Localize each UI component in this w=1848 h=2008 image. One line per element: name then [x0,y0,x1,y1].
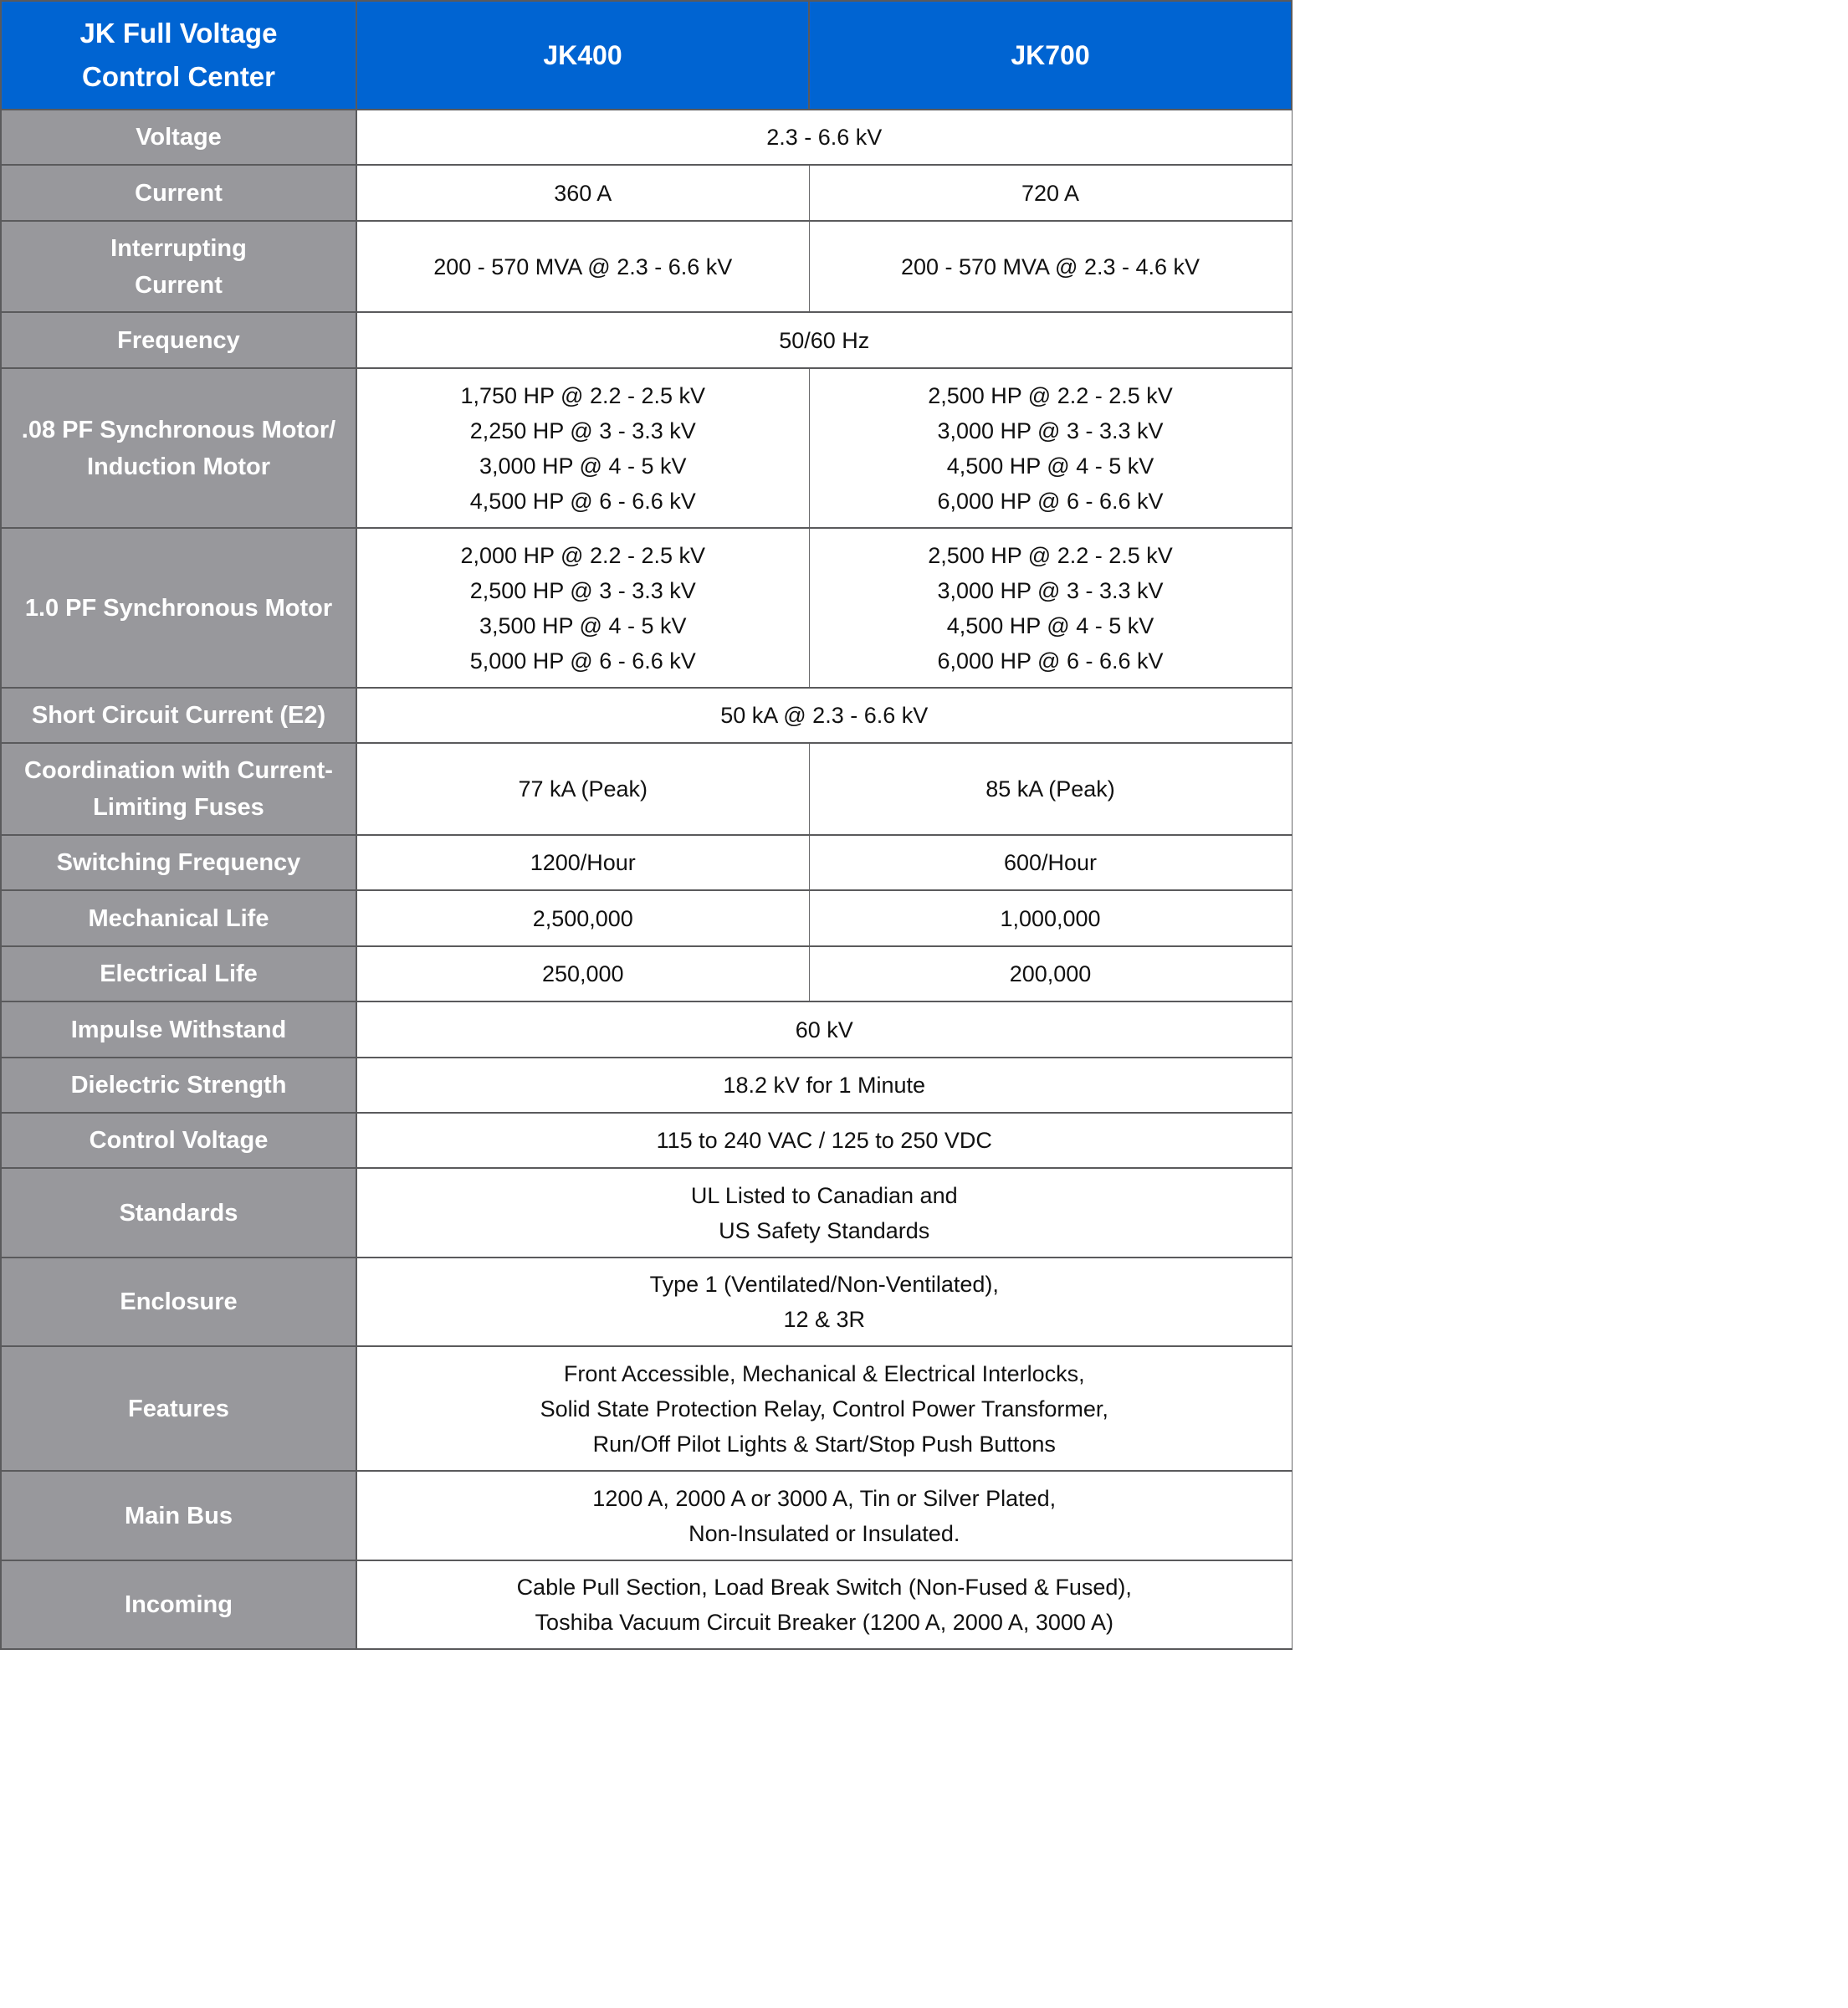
shared-value-cell [356,1001,1292,1058]
cell-value-line: 77 kA (Peak) [518,776,648,802]
table-row [1,743,1292,835]
row-label-line: Incoming [125,1591,233,1618]
jk700-value-cell [809,946,1292,1001]
cell-value-line: 2,500,000 [532,905,633,931]
table-row [1,1471,1292,1560]
row-label-line: Voltage [136,124,222,151]
cell-value-line: 18.2 kV for 1 Minute [723,1073,926,1098]
cell-value-line: 60 kV [795,1017,853,1042]
row-label-line: Current [135,271,223,299]
header-jk400: JK400 [356,1,809,110]
cell-value-line: Run/Off Pilot Lights & Start/Stop Push Buttons [592,1431,1056,1457]
table-row [1,835,1292,890]
shared-value-cell [356,1113,1292,1168]
table-row [1,1113,1292,1168]
spec-table-body [1,110,1292,1649]
row-label-line: Coordination with Current- [24,757,333,784]
cell-value-line: Non-Insulated or Insulated. [689,1520,960,1546]
cell-value-line: 720 A [1021,180,1080,206]
cell-value-line: Solid State Protection Relay, Control Power Transformer, [540,1396,1108,1421]
row-label-line: Dielectric Strength [70,1072,287,1099]
cell-value-line: Type 1 (Ventilated/Non-Ventilated), [649,1272,999,1297]
cell-value-line: 6,000 HP @ 6 - 6.6 kV [937,648,1164,674]
row-label [1,368,356,528]
jk700-value-cell [809,528,1292,688]
row-label-line: Induction Motor [86,453,271,480]
header-corner [1,1,356,110]
shared-value-cell [356,1471,1292,1560]
table-row [1,1560,1292,1649]
cell-value-line: 12 & 3R [783,1307,866,1332]
row-label-line: Short Circuit Current (E2) [31,702,326,729]
cell-value-line: 200 - 570 MVA @ 2.3 - 6.6 kV [433,254,733,279]
row-label [1,1058,356,1113]
cell-value-line: 50 kA @ 2.3 - 6.6 kV [720,703,929,728]
row-label-line: Main Bus [125,1502,233,1529]
cell-value-line: 50/60 Hz [779,327,870,353]
table-row [1,368,1292,528]
row-label-line: .08 PF Synchronous Motor/ [21,416,336,443]
row-label-line: Standards [119,1199,238,1227]
cell-value-line: 2,500 HP @ 3 - 3.3 kV [469,577,696,603]
table-row [1,1058,1292,1113]
cell-value-line: 200 - 570 MVA @ 2.3 - 4.6 kV [900,254,1200,279]
table-row [1,312,1292,368]
cell-value-line: Front Accessible, Mechanical & Electrical Interlocks, [563,1360,1085,1386]
cell-value-line: 4,500 HP @ 6 - 6.6 kV [469,488,696,514]
row-label-line: Mechanical Life [88,904,269,932]
table-row [1,528,1292,688]
row-label [1,835,356,890]
table-row [1,890,1292,946]
row-label [1,221,356,312]
row-label [1,743,356,835]
jk700-value-cell [809,368,1292,528]
cell-value-line: 3,000 HP @ 3 - 3.3 kV [937,577,1164,603]
row-label [1,1258,356,1346]
table-row [1,221,1292,312]
shared-value-cell [356,1346,1292,1471]
cell-value-line: 2,500 HP @ 2.2 - 2.5 kV [928,382,1173,408]
cell-value-line: 3,500 HP @ 4 - 5 kV [479,612,687,638]
row-label [1,1113,356,1168]
header-corner-line: JK Full Voltage [79,18,278,49]
row-label-line: Limiting Fuses [93,794,264,821]
row-label-line: Electrical Life [100,960,258,987]
row-label [1,890,356,946]
cell-value-line: 1,750 HP @ 2.2 - 2.5 kV [460,382,706,408]
jk400-value-cell [356,743,809,835]
row-label [1,946,356,1001]
row-label-line: Interrupting [110,234,247,262]
jk700-value-cell [809,890,1292,946]
shared-value-cell [356,1560,1292,1649]
row-label [1,688,356,743]
table-row [1,1346,1292,1471]
row-label [1,1471,356,1560]
cell-value-line: 200,000 [1009,961,1092,986]
row-label-line: 1.0 PF Synchronous Motor [24,594,333,622]
cell-value-line: 250,000 [541,961,624,986]
jk400-value-cell [356,528,809,688]
shared-value-cell [356,688,1292,743]
shared-value-cell [356,312,1292,368]
table-row [1,1258,1292,1346]
cell-value-line: 1,000,000 [1000,905,1101,931]
cell-value-line: 3,000 HP @ 3 - 3.3 kV [937,417,1164,443]
table-row [1,946,1292,1001]
row-label [1,1560,356,1649]
table-row [1,688,1292,743]
shared-value-cell [356,1168,1292,1258]
row-label-line: Switching Frequency [56,849,301,876]
cell-value-line: 5,000 HP @ 6 - 6.6 kV [469,648,696,674]
jk700-value-cell [809,743,1292,835]
row-label [1,110,356,165]
cell-value-line: Cable Pull Section, Load Break Switch (Non-Fused & Fused), [516,1575,1132,1600]
shared-value-cell [356,1258,1292,1346]
row-label [1,1346,356,1471]
cell-value-line: 4,500 HP @ 4 - 5 kV [946,612,1154,638]
jk400-value-cell [356,165,809,221]
jk400-value-cell [356,221,809,312]
cell-value-line: Toshiba Vacuum Circuit Breaker (1200 A, 2000 A, 3000 A) [535,1610,1113,1635]
table-row [1,1168,1292,1258]
jk400-value-cell [356,946,809,1001]
cell-value-line: 2,000 HP @ 2.2 - 2.5 kV [460,542,706,568]
cell-value-line: 360 A [554,180,612,206]
cell-value-line: 600/Hour [1003,850,1098,875]
row-label [1,312,356,368]
cell-value-line: 6,000 HP @ 6 - 6.6 kV [937,488,1164,514]
row-label [1,1168,356,1258]
row-label-line: Enclosure [120,1288,238,1315]
header-corner-line: Control Center [82,61,275,92]
row-label-line: Control Voltage [89,1127,269,1154]
jk400-value-cell [356,835,809,890]
jk400-value-cell [356,890,809,946]
cell-value-line: 2,250 HP @ 3 - 3.3 kV [469,417,696,443]
jk700-value-cell [809,835,1292,890]
table-row [1,1001,1292,1058]
jk400-value-cell [356,368,809,528]
cell-value-line: UL Listed to Canadian and [690,1182,958,1208]
cell-value-line: 3,000 HP @ 4 - 5 kV [479,453,687,479]
row-label-line: Frequency [117,326,240,354]
row-label [1,165,356,221]
jk700-value-cell [809,165,1292,221]
jk700-value-cell [809,221,1292,312]
cell-value-line: 1200 A, 2000 A or 3000 A, Tin or Silver Plated, [592,1485,1057,1511]
header-jk700: JK700 [809,1,1292,110]
shared-value-cell [356,110,1292,165]
cell-value-line: 4,500 HP @ 4 - 5 kV [946,453,1154,479]
table-row [1,165,1292,221]
table-row [1,110,1292,165]
row-label [1,528,356,688]
cell-value-line: 115 to 240 VAC / 125 to 250 VDC [656,1128,992,1153]
shared-value-cell [356,1058,1292,1113]
cell-value-line: US Safety Standards [719,1217,930,1243]
cell-value-line: 2.3 - 6.6 kV [766,125,883,150]
row-label [1,1001,356,1058]
cell-value-line: 85 kA (Peak) [985,776,1115,802]
row-label-line: Impulse Withstand [70,1016,287,1043]
row-label-line: Current [135,179,223,207]
row-label-line: Features [128,1395,229,1422]
cell-value-line: 2,500 HP @ 2.2 - 2.5 kV [928,542,1173,568]
cell-value-line: 1200/Hour [530,850,636,875]
header-row [1,1,1292,110]
